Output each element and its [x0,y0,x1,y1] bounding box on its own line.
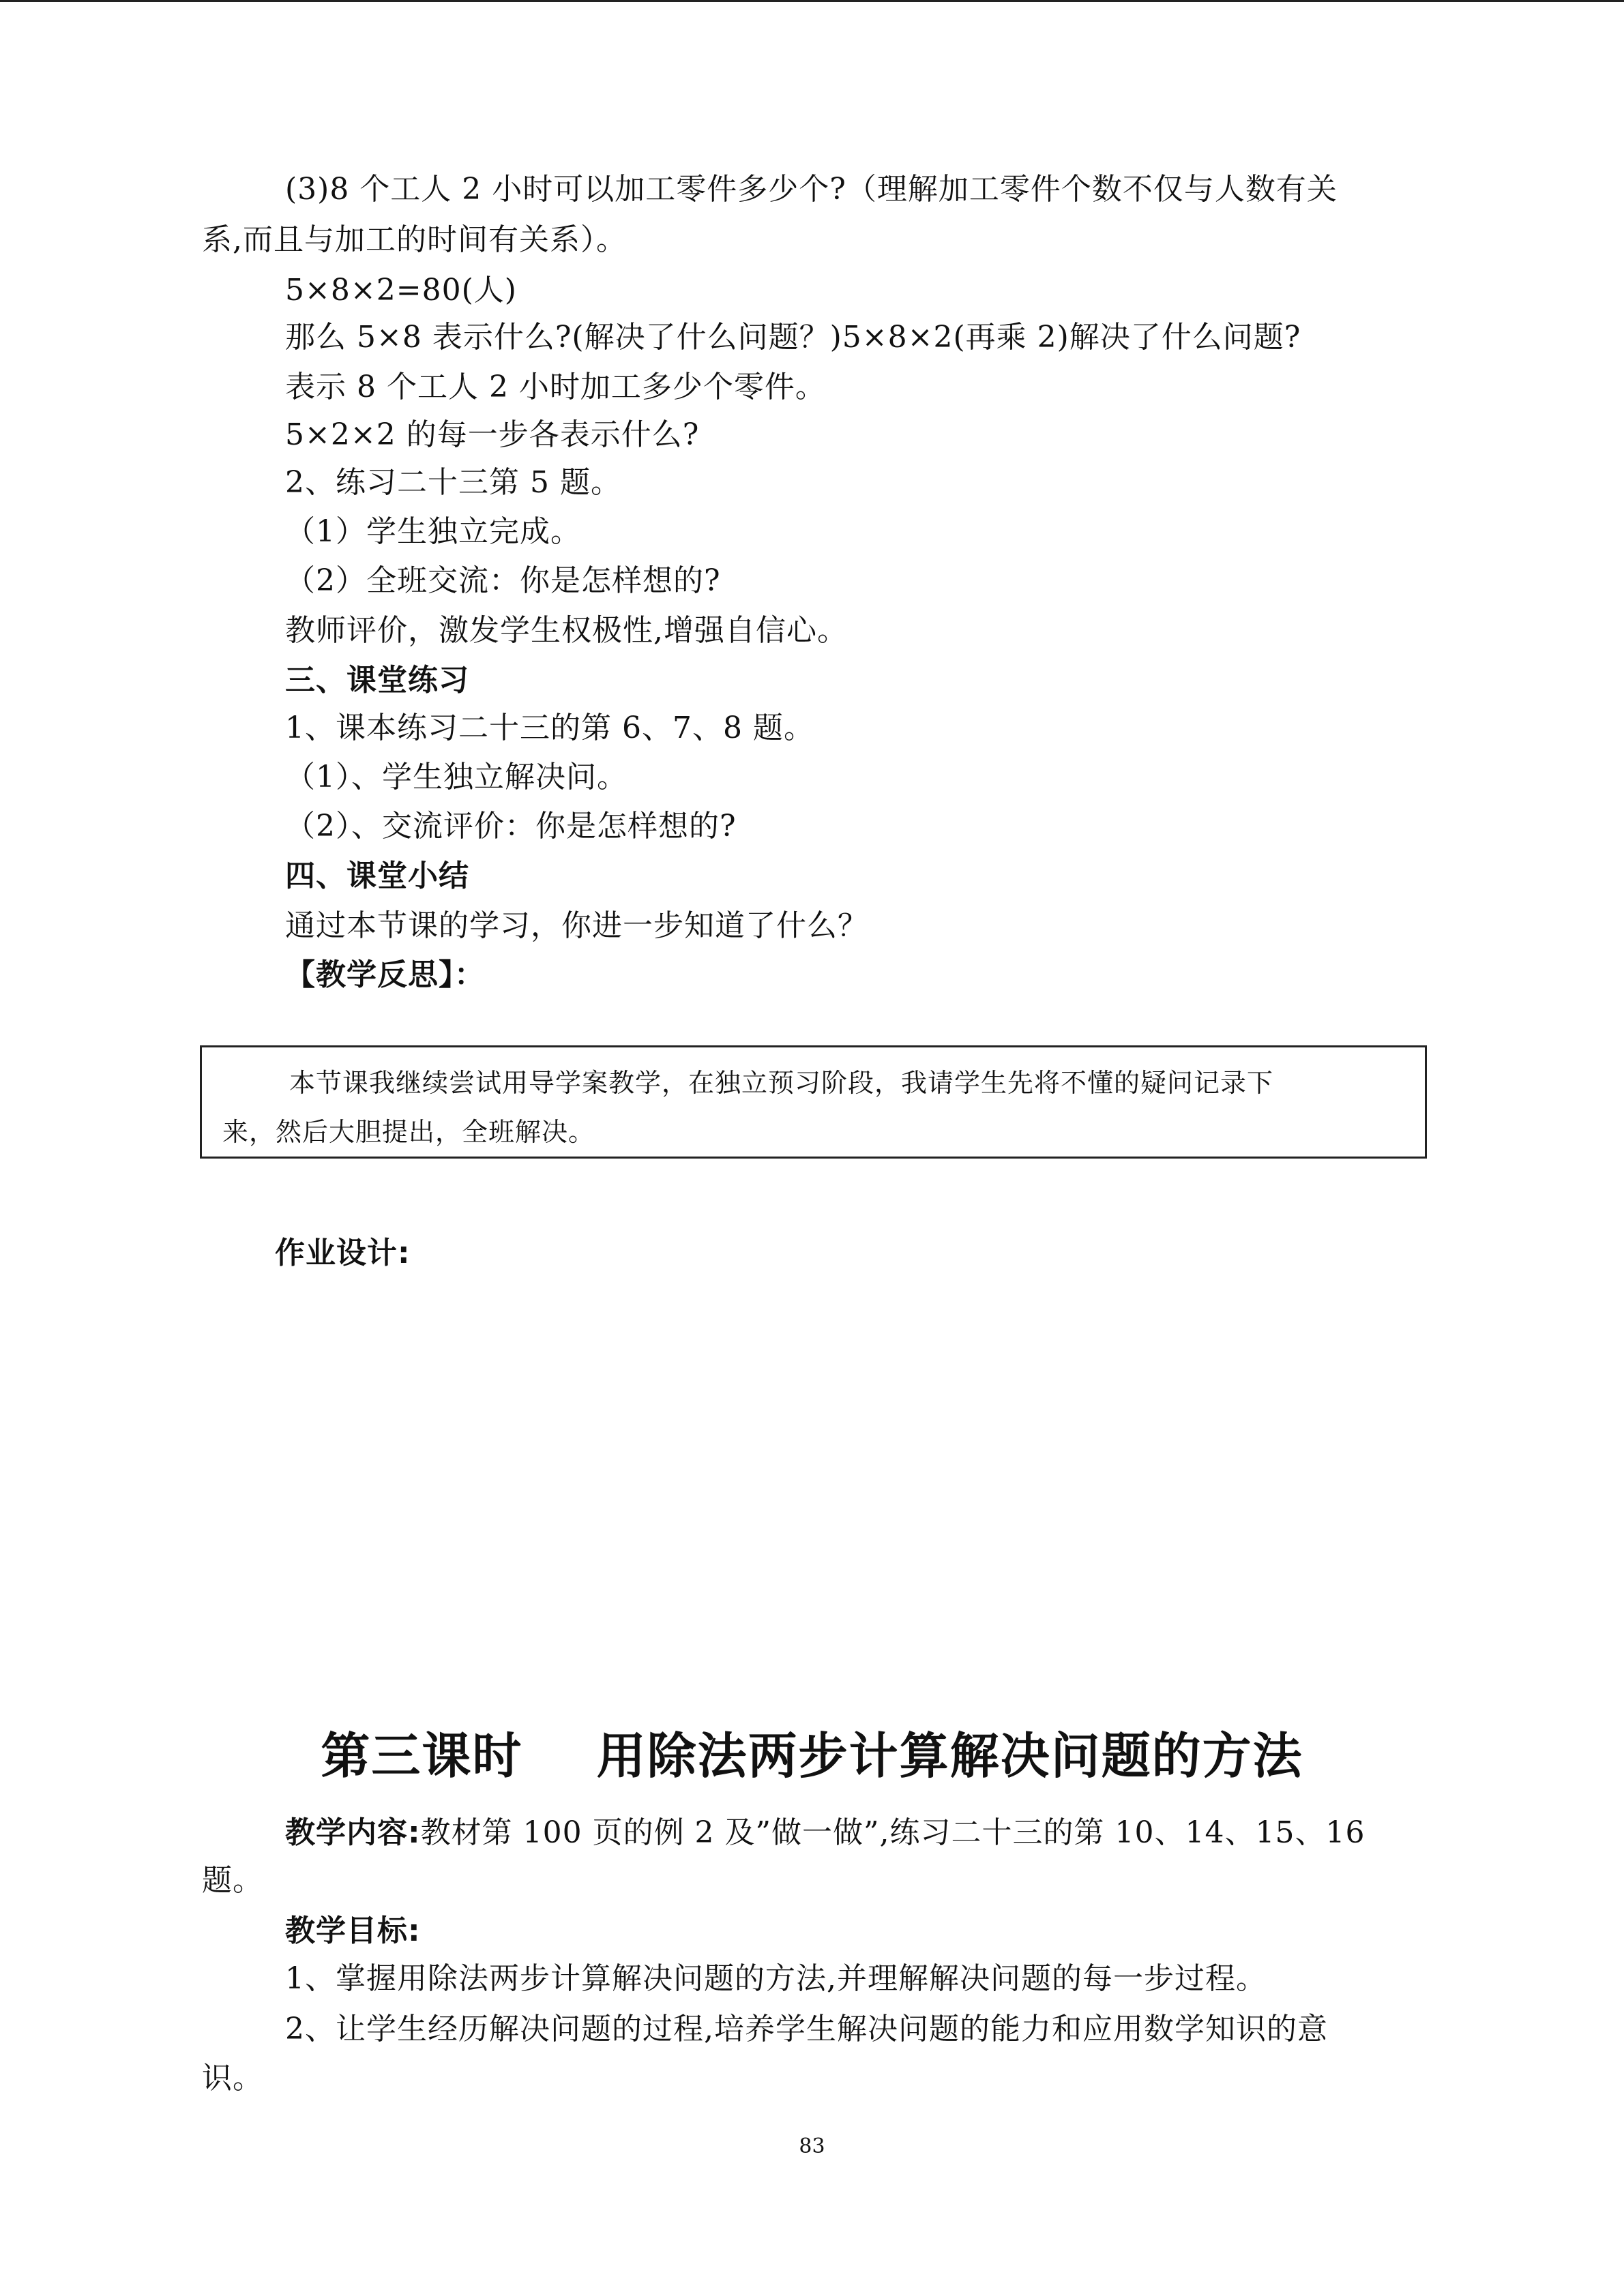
reflection-box [200,1045,1427,1159]
content-text: 教材第 100 页的例 2 及”做一做”,练习二十三的第 10、14、15、16 [420,1815,1365,1850]
goal-item: 1、掌握用除法两步计算解决问题的方法,并理解解决问题的每一步过程。 [285,1961,1267,1996]
goals-label: 教学目标: [285,1913,421,1948]
page-number: 83 [799,2134,825,2158]
paragraph-line: 5×8×2=80(人) [285,273,517,308]
paragraph-line: 1、课本练习二十三的第 6、7、8 题。 [285,711,814,745]
paragraph-line: 2、练习二十三第 5 题。 [285,465,621,500]
goal-item: 2、让学生经历解决问题的过程,培养学生解决问题的能力和应用数学知识的意 [285,2012,1328,2046]
reflection-line: 来，然后大胆提出，全班解决。 [222,1117,595,1147]
reflection-line: 本节课我继续尝试用导学案教学，在独立预习阶段，我请学生先将不懂的疑问记录下 [289,1068,1274,1098]
section-heading: 三、课堂练习 [285,663,469,698]
paragraph-line: 那么 5×8 表示什么?(解决了什么问题？)5×8×2(再乘 2)解决了什么问题? [285,320,1301,355]
content-label: 教学内容: [285,1815,421,1850]
lesson-title: 第三课时 用除法两步计算解决问题的方法 [321,1727,1303,1785]
paragraph-line: （2）、交流评价：你是怎样想的? [285,809,737,844]
content-line [285,1813,1365,1853]
paragraph-line: （1）、学生独立解决问。 [285,760,628,794]
homework-label: 作业设计: [275,1236,411,1270]
paragraph-line: 识。 [202,2061,263,2096]
paragraph-line: （2）全班交流：你是怎样想的? [285,563,721,598]
paragraph-line: 题。 [202,1863,263,1898]
paragraph-line: 教师评价，激发学生权极性,增强自信心。 [285,613,848,648]
paragraph-line: 表示 8 个工人 2 小时加工多少个零件。 [285,370,826,404]
paragraph-line: （1）学生独立完成。 [285,514,581,549]
paragraph-line: 5×2×2 的每一步各表示什么? [285,417,700,452]
paragraph-line: 通过本节课的学习，你进一步知道了什么？ [285,908,868,943]
paragraph-line: (3)8 个工人 2 小时可以加工零件多少个?（理解加工零件个数不仅与人数有关 [285,172,1338,207]
paragraph-line: 系,而且与加工的时间有关系）。 [202,222,627,257]
section-heading: 四、课堂小结 [285,859,469,893]
section-heading: 【教学反思】： [285,957,485,992]
